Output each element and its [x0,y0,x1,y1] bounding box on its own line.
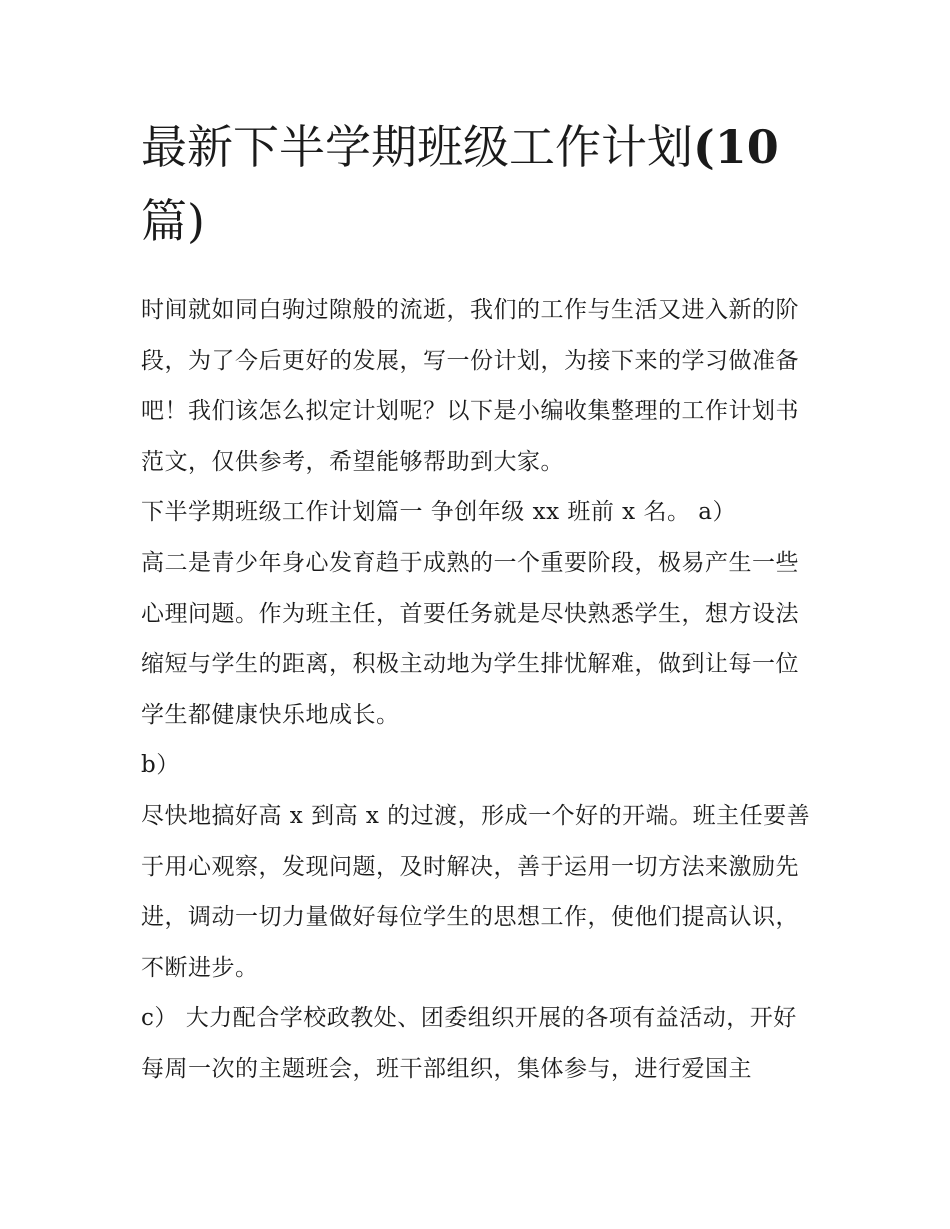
paragraph-section-heading: 下半学期班级工作计划篇一 争创年级 xx 班前 x 名。 a） [141,499,736,526]
title-end: 篇) [141,194,205,248]
paragraph-intro: 时间就如同白驹过隙般的流逝，我们的工作与生活又进入新的阶段，为了今后更好的发展，写一份计划，为接下来的学习做准备吧！我们该怎么拟定计划呢？以下是小编收集整理的工作计划书范文，仅供参考，希望能够帮助到大家。 [141,297,799,475]
document-title [141,110,813,258]
document-page [141,110,813,1095]
paragraph-c: c） 大力配合学校政教处、团委组织开展的各项有益活动，开好每周一次的主题班会，班干部组织，集体参与，进行爱国主 [141,1005,797,1082]
paragraph-b-label: b） [141,752,180,779]
paragraph-b: 尽快地搞好高 x 到高 x 的过渡，形成一个好的开端。班主任要善于用心观察，发现问题，及时解决，善于运用一切方法来激励先进，调动一切力量做好每位学生的思想工作，使他们提高认识，不断进步。 [141,802,811,981]
paragraph-a: 高二是青少年身心发育趋于成熟的一个重要阶段，极易产生一些心理问题。作为班主任，首要任务就是尽快熟悉学生，想方设法缩短与学生的距离，积极主动地为学生排忧解难，做到让每一位学生都健康快乐地成长。 [141,549,799,728]
document-body [141,285,813,1095]
title-suffix: (10 [693,120,779,174]
title-main: 最新下半学期班级工作计划 [141,120,693,174]
